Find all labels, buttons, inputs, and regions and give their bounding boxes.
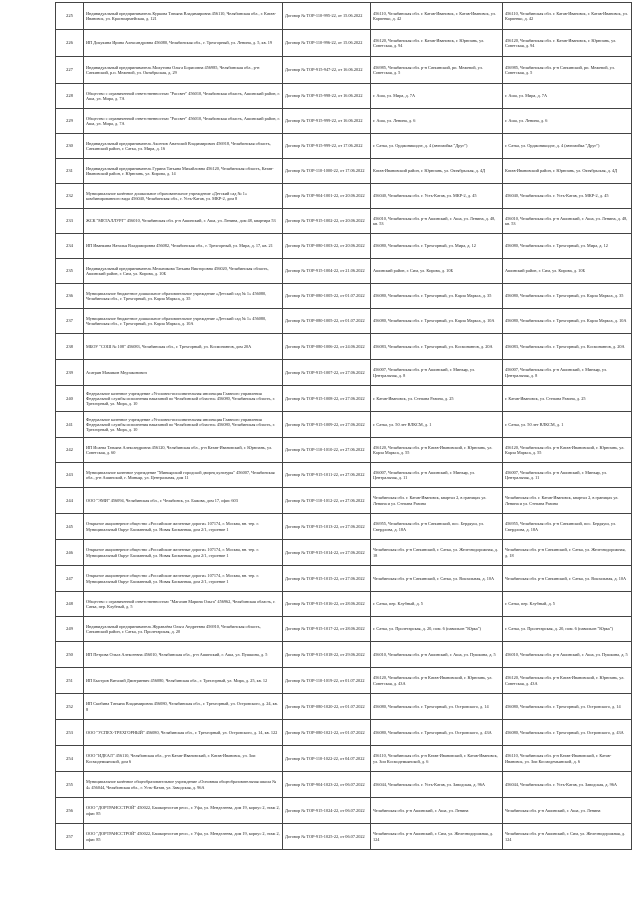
site-address-cell: Челябинская обл. р-н Саткинский, г. Сатка, ул. Вокзальная, д. 10А <box>371 566 503 592</box>
contract-cell: Договор № ТОР-110-1012-22, от 27.06.2022 <box>283 488 371 514</box>
table-row <box>56 209 632 234</box>
facility-address-cell: г. Сатка, ул. 50 лет ВЛКСМ, д. 1 <box>503 412 632 438</box>
table-row <box>56 3 632 30</box>
table-row <box>56 772 632 798</box>
table-row <box>56 284 632 309</box>
contract-cell: Договор № ТОР-080-1021-22, от 01.07.2022 <box>283 720 371 746</box>
contract-cell: Договор № ТОР-110-1022-22, от 04.07.2022 <box>283 746 371 772</box>
contract-cell: Договор № ТОР-915-1015-22, от 27.06.2022 <box>283 566 371 592</box>
table-row <box>56 694 632 720</box>
table-row <box>56 84 632 109</box>
site-address-cell: г. Катав-Ивановск, ул. Степана Разина, д. 25 <box>371 386 503 412</box>
contract-cell: Договор № ТОР-915-1008-22, от 27.06.2022 <box>283 386 371 412</box>
owner-cell: ИП Исаева Татьяна Александровна 456120, Челябинская обл., р-н Катав-Ивановский, г. Юрюзань, ул. Советская, д. 60 <box>84 438 283 463</box>
owner-cell: Асатрян Мамикон Медзаконович <box>84 360 283 386</box>
site-address-cell: Челябинская обл. г. Катав-Ивановск, квартал 2, в границах ул. Ленина и ул. Степана Разина <box>371 488 503 514</box>
table-row <box>56 746 632 772</box>
contract-cell: Договор № ТОР-915-1002-22, от 20.06.2022 <box>283 209 371 234</box>
table-row <box>56 57 632 84</box>
site-address-cell: 456010, Челябинская обл. р-н Ашинский, г. Аша, ул. Ленина, д. 48, кв. 53 <box>371 209 503 234</box>
owner-cell: Муниципальное бюджетное дошкольное образовательное учреждение «Детский сад № 1» 456080, Челябинская обл., г. Трехгорный, ул. Карла Маркса, д. 35 <box>84 284 283 309</box>
row-number-cell: 235 <box>56 259 84 284</box>
contract-cell: Договор № ТОР-080-1005-22, от 01.07.2022 <box>283 284 371 309</box>
site-address-cell: 456080, Челябинская обл. г. Трехгорный, ул. Карла Маркса, д. 10А <box>371 309 503 334</box>
facility-address-cell: Ашинский район, г. Сим, ул. Кирова, д. 10Б <box>503 259 632 284</box>
contract-cell: Договор № ТОР-915-1007-22, от 27.06.2022 <box>283 360 371 386</box>
owner-cell: Открытое акционерное общество «Российские железные дороги» 107174, г. Москва, вн. тер. г. Муниципальный Округ Басманный, ул. Новая Басманная, дом 2/1, строение 1 <box>84 540 283 566</box>
facility-address-cell: 456110, Челябинская обл. г. Катав-Ивановск, г. Катав-Ивановск, ул. Карпенко, д. 42 <box>503 3 632 30</box>
contract-cell: Договор № ТОР-915-998-22, от 16.06.2022 <box>283 84 371 109</box>
contract-cell: Договор № ТОР-110-995-22, от 15.06.2022 <box>283 3 371 30</box>
row-number-cell: 226 <box>56 30 84 57</box>
contract-cell: Договор № ТОР-915-1025-22, от 06.07.2022 <box>283 824 371 850</box>
row-number-cell: 228 <box>56 84 84 109</box>
facility-address-cell: г. Аша, ул. Ленина, д. 6 <box>503 109 632 134</box>
row-number-cell: 245 <box>56 514 84 540</box>
facility-address-cell: Челябинская обл. р-н Саткинский, г. Сатка, ул. Вокзальная, д. 10А <box>503 566 632 592</box>
row-number-cell: 227 <box>56 57 84 84</box>
owner-cell: ООО "ДОРТРАНССТРОЙ" 450022, Башкортостан респ., г. Уфа, ул. Менделеева, дом 19, корпус 2, этаж 2, офис 85 <box>84 798 283 824</box>
row-number-cell: 247 <box>56 566 84 592</box>
facility-address-cell: 456007, Челябинская обл. р-н Ашинский, г. Миньяр, ул. Центральная, д. 11 <box>503 463 632 488</box>
contract-cell: Договор № ТОР-110-1010-22, от 27.06.2022 <box>283 438 371 463</box>
contract-cell: Договор № ТОР-915-1016-22, от 28.06.2022 <box>283 592 371 617</box>
row-number-cell: 253 <box>56 720 84 746</box>
row-number-cell: 249 <box>56 617 84 642</box>
site-address-cell: г. Аша, ул. Мира, д. 7А <box>371 84 503 109</box>
owner-cell: ИП Петрова Ольга Алексеевна 456010, Челябинская обл., р-н Ашинский, г. Аша, ул. Пушкина, д. 5 <box>84 642 283 668</box>
owner-cell: Открытое акционерное общество «Российские железные дороги» 107174, г. Москва, вн. тер. г. Муниципальный Округ Басманный, ул. Новая Басманная, дом 2/1, строение 1 <box>84 514 283 540</box>
owner-cell: МБОУ "СОШ № 108" 456083, Челябинская обл., г. Трехгорный, ул. Космонавтов, дом 20А <box>84 334 283 360</box>
site-address-cell: Катав-Ивановский район, г. Юрюзань, ул. Октябрьская, д. 4Д <box>371 159 503 184</box>
table-row <box>56 488 632 514</box>
contract-cell: Договор № ТОР-915-1017-22, от 28.06.2022 <box>283 617 371 642</box>
owner-cell: ООО "УСПЕХ-ТРЕХГОРНЫЙ" 456080, Челябинская обл., г. Трехгорный, ул. Островского, д. 14, кв. 122 <box>84 720 283 746</box>
facility-address-cell: г. Аша, ул. Мира, д. 7А <box>503 84 632 109</box>
facility-address-cell: 456080, Челябинская обл. г. Трехгорный, ул. Карла Маркса, д. 10А <box>503 309 632 334</box>
owner-cell: Муниципальное казённое дошкольное образовательное учреждение «Детский сад № 1» комбинированного вида 456040, Челябинская обл., г. Усть-Катав, ул. МКР-2, дом 8 <box>84 184 283 209</box>
contract-cell: Договор № ТОР-915-1014-22, от 27.06.2022 <box>283 540 371 566</box>
row-number-cell: 225 <box>56 3 84 30</box>
facility-address-cell: г. Катав-Ивановск, ул. Степана Разина, д. 25 <box>503 386 632 412</box>
table-row <box>56 514 632 540</box>
row-number-cell: 229 <box>56 109 84 134</box>
facility-address-cell: 456044, Челябинская обл. г. Усть-Катав, ул. Заводская, д. 96А <box>503 772 632 798</box>
facility-address-cell: 456985, Челябинская обл. р-н Саткинский, рп. Межевой, ул. Советская, д. 5 <box>503 57 632 84</box>
facility-address-cell: Челябинская обл. р-н Ашинский, г. Сим, ул. Железнодорожная, д. 124 <box>503 824 632 850</box>
owner-cell: ЖСК "МЕТАЛЛУРГ" 456010, Челябинская обл. р-н Ашинский, г. Аша, ул. Ленина, дом 48, квартира 53 <box>84 209 283 234</box>
facility-address-cell: 456080, Челябинская обл. г. Трехгорный, ул. Островского, д. 14 <box>503 694 632 720</box>
owner-cell: ООО "ЭМИ" 456094, Челябинская обл., г. Челябинск, ул. Бажова, дом 17, офис 603 <box>84 488 283 514</box>
contract-cell: Договор № ТОР-915-1013-22, от 27.06.2022 <box>283 514 371 540</box>
site-address-cell: г. Аша, ул. Ленина, д. 6 <box>371 109 503 134</box>
table-row <box>56 720 632 746</box>
site-address-cell: Челябинская обл. р-н Ашинский, г. Аша, ул. Ленина <box>371 798 503 824</box>
registry-table <box>55 2 632 850</box>
site-address-cell: 456080, Челябинская обл. г. Трехгорный, ул. Мира, д. 12 <box>371 234 503 259</box>
site-address-cell: Челябинская обл. р-н Саткинский, г. Сатка, ул. Железнодорожная, д. 18 <box>371 540 503 566</box>
row-number-cell: 256 <box>56 798 84 824</box>
table-row <box>56 134 632 159</box>
owner-cell: Открытое акционерное общество «Российские железные дороги» 107174, г. Москва, вн. тер. г. Муниципальный Округ Басманный, ул. Новая Басманная, дом 2/1, строение 1 <box>84 566 283 592</box>
facility-address-cell: 456010, Челябинская обл. р-н Ашинский, г. Аша, ул. Ленина, д. 48, кв. 53 <box>503 209 632 234</box>
table-row <box>56 412 632 438</box>
owner-cell: Индивидуальный предприниматель Мельникова Татьяна Викторовна 456020, Челябинская область, Ашинский район, г. Сим, ул. Кирова, д. 10Б <box>84 259 283 284</box>
site-address-cell: 456120, Челябинская обл. г. Катав-Ивановск, г. Юрюзань, ул. Советская, д. 94 <box>371 30 503 57</box>
row-number-cell: 257 <box>56 824 84 850</box>
table-row <box>56 668 632 694</box>
contract-cell: Договор № ТОР-904-1001-22, от 20.06.2022 <box>283 184 371 209</box>
site-address-cell: 456044, Челябинская обл. г. Усть-Катав, ул. Заводская, д. 96А <box>371 772 503 798</box>
row-number-cell: 254 <box>56 746 84 772</box>
row-number-cell: 243 <box>56 463 84 488</box>
owner-cell: ИП Быстров Виталий Дмитриевич 456080, Челябинская обл., г. Трехгорный, ул. Мира, д. 25, кв. 12 <box>84 668 283 694</box>
facility-address-cell: г. Сатка, ул. Пролетарская, д. 20, пом. 6 (павильон "Юрка") <box>503 617 632 642</box>
contract-cell: Договор № ТОР-915-999-22, от 17.06.2022 <box>283 134 371 159</box>
table-row <box>56 438 632 463</box>
owner-cell: Индивидуальный предприниматель Куркова Татьяна Владимировна 456110, Челябинская обл., г. Катав-Ивановск, ул. Красноармейская, д. 121 <box>84 3 283 30</box>
owner-cell: Общество с ограниченной ответственностью "Магазин Марина Ольга" 456962, Челябинская область, г. Сатка, пер. Клубный, д. 5 <box>84 592 283 617</box>
contract-cell: Договор № ТОР-915-1011-22, от 27.06.2022 <box>283 463 371 488</box>
owner-cell: ООО "ДОРТРАНССТРОЙ" 450022, Башкортостан респ., г. Уфа, ул. Менделеева, дом 19, корпус 2, этаж 2, офис 85 <box>84 824 283 850</box>
facility-address-cell: 456120, Челябинская обл. р-н Катав-Ивановский, г. Юрюзань, ул. Советская, д. 43А <box>503 668 632 694</box>
table-row <box>56 259 632 284</box>
owner-cell: Индивидуальный предприниматель Аксенов Анатолий Владимирович 456918, Челябинская область, Саткинский район, г. Сатка, ул. Мира, д. 16 <box>84 134 283 159</box>
table-row <box>56 309 632 334</box>
table-row <box>56 386 632 412</box>
row-number-cell: 242 <box>56 438 84 463</box>
table-row <box>56 824 632 850</box>
facility-address-cell: 456080, Челябинская обл. г. Трехгорный, ул. Карла Маркса, д. 35 <box>503 284 632 309</box>
table-row <box>56 566 632 592</box>
facility-address-cell: 456083, Челябинская обл. г. Трехгорный, ул. Космонавтов, д. 20А <box>503 334 632 360</box>
site-address-cell: г. Сатка, пер. Клубный, д. 5 <box>371 592 503 617</box>
site-address-cell: 456010, Челябинская обл. р-н Ашинский, г. Аша, ул. Пушкина, д. 5 <box>371 642 503 668</box>
row-number-cell: 241 <box>56 412 84 438</box>
facility-address-cell: Челябинская обл. р-н Ашинский, г. Аша, ул. Ленина <box>503 798 632 824</box>
contract-cell: Договор № ТОР-915-1004-22, от 21.06.2022 <box>283 259 371 284</box>
owner-cell: ИП Иванкина Наталья Владимировна 456082, Челябинская обл., г. Трехгорный, ул. Мира, д. 17, кв. 21 <box>84 234 283 259</box>
table-row <box>56 30 632 57</box>
site-address-cell: 456007, Челябинская обл. р-н Ашинский, г. Миньяр, ул. Центральная, д. 8 <box>371 360 503 386</box>
facility-address-cell: Катав-Ивановский район, г. Юрюзань, ул. Октябрьская, д. 4Д <box>503 159 632 184</box>
site-address-cell: 456080, Челябинская обл. г. Трехгорный, ул. Карла Маркса, д. 35 <box>371 284 503 309</box>
site-address-cell: 456110, Челябинская обл. р-н Катав-Ивановский, г. Катав-Ивановск, ул. Зои Космодемьянской, д. 6 <box>371 746 503 772</box>
owner-cell: Общество с ограниченной ответственностью "Рассвет" 456010, Челябинская область, Ашинский район, г. Аша, ул. Мира, д. 7А <box>84 84 283 109</box>
site-address-cell: 456985, Челябинская обл. р-н Саткинский, рп. Межевой, ул. Советская, д. 5 <box>371 57 503 84</box>
table-row <box>56 184 632 209</box>
facility-address-cell: 456040, Челябинская обл. г. Усть-Катав, ул. МКР-2, д. 45 <box>503 184 632 209</box>
contract-cell: Договор № ТОР-915-1024-22, от 06.07.2022 <box>283 798 371 824</box>
row-number-cell: 234 <box>56 234 84 259</box>
site-address-cell: 456080, Челябинская обл. г. Трехгорный, ул. Островского, д. 14 <box>371 694 503 720</box>
row-number-cell: 239 <box>56 360 84 386</box>
row-number-cell: 230 <box>56 134 84 159</box>
contract-cell: Договор № ТОР-904-1023-22, от 06.07.2022 <box>283 772 371 798</box>
row-number-cell: 250 <box>56 642 84 668</box>
owner-cell: Индивидуальный предприниматель Журавлёва Ольга Андреевна 456910, Челябинская область, Саткинский район, г. Сатка, ул. Пролетарская, д. 20 <box>84 617 283 642</box>
owner-cell: ИП Скибина Татьяна Владимировна 456080, Челябинская обл., г. Трехгорный, ул. Островского, д. 24, кв. 8 <box>84 694 283 720</box>
site-address-cell: г. Сатка, ул. 50 лет ВЛКСМ, д. 1 <box>371 412 503 438</box>
table-row <box>56 540 632 566</box>
contract-cell: Договор № ТОР-080-1020-22, от 01.07.2022 <box>283 694 371 720</box>
facility-address-cell: 456010, Челябинская обл. р-н Ашинский, г. Аша, ул. Пушкина, д. 5 <box>503 642 632 668</box>
table-row <box>56 463 632 488</box>
owner-cell: Индивидуальный предприниматель Гурина Татьяна Михайловна 456120, Челябинская область, Катав-Ивановский район, г. Юрюзань, ул. Кирова, д. 14 <box>84 159 283 184</box>
facility-address-cell: 456007, Челябинская обл. р-н Ашинский, г. Миньяр, ул. Центральная, д. 8 <box>503 360 632 386</box>
site-address-cell: 456040, Челябинская обл. г. Усть-Катав, ул. МКР-2, д. 45 <box>371 184 503 209</box>
table-row <box>56 617 632 642</box>
table-row <box>56 334 632 360</box>
row-number-cell: 233 <box>56 209 84 234</box>
facility-address-cell: 456080, Челябинская обл. г. Трехгорный, ул. Островского, д. 43А <box>503 720 632 746</box>
facility-address-cell: г. Сатка, пер. Клубный, д. 5 <box>503 592 632 617</box>
owner-cell: Общество с ограниченной ответственностью "Рассвет" 456010, Челябинская область, Ашинский район, г. Аша, ул. Мира, д. 7А <box>84 109 283 134</box>
site-address-cell: г. Сатка, ул. Пролетарская, д. 20, пом. 6 (павильон "Юрка") <box>371 617 503 642</box>
site-address-cell: Челябинская обл. р-н Ашинский, г. Сим, ул. Железнодорожная, д. 124 <box>371 824 503 850</box>
facility-address-cell: 456955, Челябинская обл. р-н Саткинский, пос. Бердяуш, ул. Свердлова, д. 18А <box>503 514 632 540</box>
table-row <box>56 592 632 617</box>
site-address-cell: Ашинский район, г. Сим, ул. Кирова, д. 10Б <box>371 259 503 284</box>
row-number-cell: 244 <box>56 488 84 514</box>
row-number-cell: 255 <box>56 772 84 798</box>
owner-cell: Муниципальное бюджетное дошкольное образовательное учреждение «Детский сад № 1» 456080, Челябинская обл., г. Трехгорный, ул. Карла Маркса, д. 10А <box>84 309 283 334</box>
row-number-cell: 252 <box>56 694 84 720</box>
row-number-cell: 240 <box>56 386 84 412</box>
owner-cell: Муниципальное казенное учреждение "Миньярский городской дворец культуры" 456007, Челябинская обл., р-н Ашинский, г. Миньяр, ул. Центральная, дом 11 <box>84 463 283 488</box>
row-number-cell: 238 <box>56 334 84 360</box>
contract-cell: Договор № ТОР-915-999-22, от 16.06.2022 <box>283 109 371 134</box>
table-row <box>56 360 632 386</box>
row-number-cell: 251 <box>56 668 84 694</box>
owner-cell: Муниципальное казённое общеобразовательное учреждение «Основная общеобразовательная школа № 4» 456044, Челябинская обл., г. Усть-Катав, ул. Заводская, д. 96А <box>84 772 283 798</box>
facility-address-cell: 456110, Челябинская обл. р-н Катав-Ивановский, г. Катав-Ивановск, ул. Зои Космодемьянской, д. 6 <box>503 746 632 772</box>
site-address-cell: 456120, Челябинская обл. р-н Катав-Ивановский, г. Юрюзань, ул. Карла Маркса, д. 55 <box>371 438 503 463</box>
table-row <box>56 642 632 668</box>
facility-address-cell: 456120, Челябинская обл. г. Катав-Ивановск, г. Юрюзань, ул. Советская, д. 94 <box>503 30 632 57</box>
table-row <box>56 798 632 824</box>
row-number-cell: 231 <box>56 159 84 184</box>
contract-cell: Договор № ТОР-080-1003-22, от 20.06.2022 <box>283 234 371 259</box>
row-number-cell: 232 <box>56 184 84 209</box>
contract-cell: Договор № ТОР-915-947-22, от 16.06.2022 <box>283 57 371 84</box>
row-number-cell: 246 <box>56 540 84 566</box>
contract-cell: Договор № ТОР-080-1006-22, от 24.06.2022 <box>283 334 371 360</box>
site-address-cell: 456080, Челябинская обл. г. Трехгорный, ул. Островского, д. 43А <box>371 720 503 746</box>
owner-cell: ООО "ИДЕАЛ" 456110, Челябинская обл., р-н Катав-Ивановский, г. Катав-Ивановск, ул. Зои Космодемьянской, дом 6 <box>84 746 283 772</box>
table-row <box>56 234 632 259</box>
row-number-cell: 248 <box>56 592 84 617</box>
owner-cell: Индивидуальный предприниматель Михутина Ольга Борисовна 456985, Челябинская обл., р-н Саткинский, р.п. Межевой, ул. Октябрьская, д. 29 <box>84 57 283 84</box>
site-address-cell: г. Сатка, ул. Орджоникидзе, д. 4 (автомойка "Друг") <box>371 134 503 159</box>
owner-cell: ИП Докукина Ирина Александровна 456080, Челябинская обл., г. Трехгорный, ул. Ленина, д. 5, кв. 19 <box>84 30 283 57</box>
facility-address-cell: 456080, Челябинская обл. г. Трехгорный, ул. Мира, д. 12 <box>503 234 632 259</box>
contract-cell: Договор № ТОР-915-1018-22, от 29.06.2022 <box>283 642 371 668</box>
registry-table-body <box>56 3 632 850</box>
contract-cell: Договор № ТОР-915-1009-22, от 27.06.2022 <box>283 412 371 438</box>
facility-address-cell: 456120, Челябинская обл. р-н Катав-Ивановский, г. Юрюзань, ул. Карла Маркса, д. 55 <box>503 438 632 463</box>
facility-address-cell: г. Сатка, ул. Орджоникидзе, д. 4 (автомойка "Друг") <box>503 134 632 159</box>
contract-cell: Договор № ТОР-080-1005-22, от 01.07.2022 <box>283 309 371 334</box>
row-number-cell: 237 <box>56 309 84 334</box>
table-row <box>56 109 632 134</box>
contract-cell: Договор № ТОР-110-1000-22, от 17.06.2022 <box>283 159 371 184</box>
site-address-cell: 456120, Челябинская обл. р-н Катав-Ивановский, г. Юрюзань, ул. Советская, д. 43А <box>371 668 503 694</box>
site-address-cell: 456083, Челябинская обл. г. Трехгорный, ул. Космонавтов, д. 20А <box>371 334 503 360</box>
facility-address-cell: Челябинская обл. р-н Саткинский, г. Сатка, ул. Железнодорожная, д. 18 <box>503 540 632 566</box>
owner-cell: Федеральное казенное учреждение «Уголовно-исполнительная инспекция Главного управления Федеральной службы исполнения наказаний по Челябинской области» 456080, Челябинская область, г. Трехгорный, ул. Мира, д. 10 <box>84 412 283 438</box>
table-row <box>56 159 632 184</box>
owner-cell: Федеральное казенное учреждение «Уголовно-исполнительная инспекция Главного управления Федеральной службы исполнения наказаний по Челябинской области» 456080, Челябинская область, г. Трехгорный, ул. Мира, д. 10 <box>84 386 283 412</box>
site-address-cell: 456110, Челябинская обл. г. Катав-Ивановск, г. Катав-Ивановск, ул. Карпенко, д. 42 <box>371 3 503 30</box>
row-number-cell: 236 <box>56 284 84 309</box>
contract-cell: Договор № ТОР-110-996-22, от 15.06.2022 <box>283 30 371 57</box>
site-address-cell: 456007, Челябинская обл. р-н Ашинский, г. Миньяр, ул. Центральная, д. 11 <box>371 463 503 488</box>
site-address-cell: 456955, Челябинская обл. р-н Саткинский, пос. Бердяуш, ул. Свердлова, д. 18А <box>371 514 503 540</box>
facility-address-cell: Челябинская обл. г. Катав-Ивановск, квартал 2, в границах ул. Ленина и ул. Степана Разина <box>503 488 632 514</box>
contract-cell: Договор № ТОР-110-1019-22, от 01.07.2022 <box>283 668 371 694</box>
